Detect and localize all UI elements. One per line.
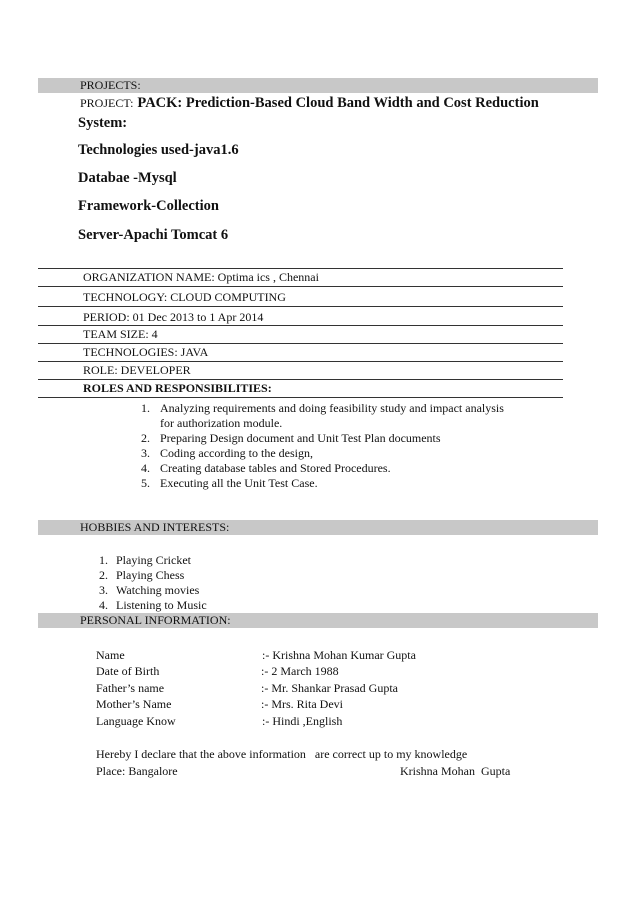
personal-header: PERSONAL INFORMATION:: [80, 613, 231, 627]
personal-label: Name: [96, 648, 125, 662]
list-item: Preparing Design document and Unit Test Plan documents: [160, 431, 441, 445]
personal-label: Mother’s Name: [96, 697, 172, 711]
list-item-number: 4.: [141, 461, 150, 475]
project-technologies: Technologies used-java1.6: [78, 142, 239, 158]
personal-label: Language Know: [96, 714, 176, 728]
projects-header: PROJECTS:: [80, 78, 141, 92]
list-item: Watching movies: [116, 583, 200, 597]
list-item: Executing all the Unit Test Case.: [160, 476, 318, 490]
project-title: PACK: Prediction-Based Cloud Band Width and Cost Reduction: [137, 95, 539, 111]
list-item-number: 1.: [141, 401, 150, 415]
table-rule: [38, 268, 563, 269]
technology-row: TECHNOLOGY: CLOUD COMPUTING: [83, 290, 286, 304]
list-item-number: 3.: [99, 583, 108, 597]
table-rule: [38, 286, 563, 287]
role-row: ROLE: DEVELOPER: [83, 363, 191, 377]
list-item-number: 4.: [99, 598, 108, 612]
list-item: Listening to Music: [116, 598, 207, 612]
list-item: Creating database tables and Stored Procedures.: [160, 461, 391, 475]
personal-value: :- 2 March 1988: [261, 664, 339, 678]
list-item: Coding according to the design,: [160, 446, 313, 460]
personal-value: :- Krishna Mohan Kumar Gupta: [262, 648, 416, 662]
table-rule: [38, 379, 563, 380]
table-rule: [38, 397, 563, 398]
list-item: Playing Chess: [116, 568, 185, 582]
table-rule: [38, 325, 563, 326]
list-item-number: 3.: [141, 446, 150, 460]
team-size-row: TEAM SIZE: 4: [83, 327, 158, 341]
personal-value: :- Hindi ,English: [262, 714, 343, 728]
declaration: Hereby I declare that the above information are correct up to my knowledge: [96, 747, 468, 761]
list-item: Analyzing requirements and doing feasibility study and impact analysis: [160, 401, 504, 415]
personal-value: :- Mr. Shankar Prasad Gupta: [261, 681, 398, 695]
organization-row: ORGANIZATION NAME: Optima ics , Chennai: [83, 270, 319, 284]
hobbies-header: HOBBIES AND INTERESTS:: [80, 520, 230, 534]
project-title-line: [80, 94, 539, 112]
project-framework: Framework-Collection: [78, 198, 219, 214]
list-item-continued: for authorization module.: [160, 416, 283, 430]
project-title-continued: System:: [78, 115, 128, 131]
list-item-number: 5.: [141, 476, 150, 490]
personal-label: Father’s name: [96, 681, 165, 695]
signature: Krishna Mohan Gupta: [400, 764, 511, 778]
project-database: Databae -Mysql: [78, 170, 177, 186]
project-prefix: PROJECT:: [80, 96, 134, 110]
table-rule: [38, 343, 563, 344]
list-item-number: 2.: [99, 568, 108, 582]
project-server: Server-Apachi Tomcat 6: [78, 227, 229, 243]
place: Place: Bangalore: [96, 764, 178, 778]
list-item-number: 1.: [99, 553, 108, 567]
technologies-row: TECHNOLOGIES: JAVA: [83, 345, 209, 359]
list-item: Playing Cricket: [116, 553, 191, 567]
personal-label: Date of Birth: [96, 664, 160, 678]
personal-value: :- Mrs. Rita Devi: [261, 697, 343, 711]
table-rule: [38, 306, 563, 307]
table-rule: [38, 361, 563, 362]
list-item-number: 2.: [141, 431, 150, 445]
period-row: PERIOD: 01 Dec 2013 to 1 Apr 2014: [83, 310, 264, 324]
roles-header: ROLES AND RESPONSIBILITIES:: [83, 381, 272, 395]
